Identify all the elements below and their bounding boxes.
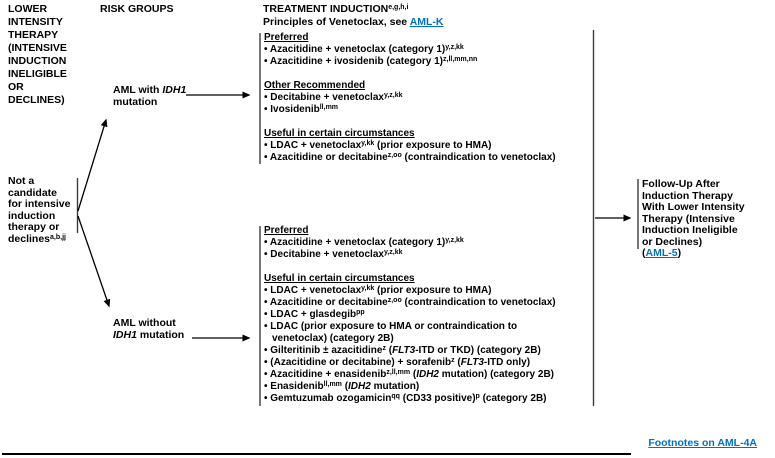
text-line: [113, 329, 184, 341]
text-line: [264, 333, 556, 345]
text-line: [113, 96, 186, 108]
text-segment: mutation: [113, 96, 158, 108]
text-segment: • Decitabine + venetoclax: [264, 249, 384, 260]
text-segment: (prior exposure to HMA): [374, 140, 492, 151]
treatment-box-idh1-wildtype: [264, 225, 556, 405]
text-segment: y,z,kk: [383, 92, 403, 99]
text-segment: FLT3: [392, 345, 416, 356]
text-segment: ll,mm: [323, 381, 342, 388]
text-segment: • Azacitidine or decitabine: [264, 297, 388, 308]
text-line: [264, 140, 556, 152]
text-line: [263, 3, 444, 16]
text-segment: • Azacitidine + enasidenib: [264, 369, 387, 380]
text-segment: pp: [356, 309, 365, 316]
text-segment: Other Recommended: [264, 80, 366, 91]
text-segment: z,oo: [387, 297, 402, 304]
text-segment: venetoclax) (category 2B): [272, 333, 394, 344]
text-segment: • (Azacitidine or decitabine) + sorafenib: [264, 357, 452, 368]
text-segment: • Gilteritinib ± azacitidine: [264, 345, 383, 356]
text-segment: Not a: [8, 175, 35, 187]
text-segment: y,z,kk: [383, 249, 403, 256]
text-segment: Therapy (Intensive: [642, 212, 735, 225]
text-line: [264, 393, 556, 405]
column-header-risk-groups: [100, 3, 174, 16]
text-segment: INELIGIBLE: [8, 68, 67, 80]
text-line: [264, 369, 556, 381]
text-line: [264, 152, 556, 164]
text-line: [113, 317, 184, 329]
text-segment: z,ll,mm,nn: [443, 56, 478, 63]
text-segment: • Gemtuzumab ozogamicin: [264, 393, 392, 404]
text-line: [8, 55, 67, 68]
text-line: [264, 249, 556, 261]
text-segment: mutation): [370, 381, 420, 392]
text-segment: With Lower Intensity: [642, 201, 745, 213]
text-line: [264, 309, 556, 321]
text-segment: • Ivosidenib: [264, 104, 320, 115]
text-segment: (: [385, 345, 393, 356]
node-followup-aml-5: [642, 179, 745, 260]
text-segment: FLT3: [460, 357, 484, 368]
text-line: [264, 128, 556, 140]
text-line: [264, 381, 556, 393]
text-segment: THERAPY: [8, 29, 59, 41]
text-segment: (contraindication to venetoclax): [401, 152, 556, 163]
text-line: [100, 3, 174, 16]
text-segment: LOWER: [8, 3, 48, 15]
text-segment: candidate: [8, 186, 58, 199]
text-segment: Useful in certain circumstances: [264, 273, 415, 284]
text-segment: DECLINES): [8, 94, 65, 106]
text-line: [264, 44, 556, 56]
text-line: [264, 345, 556, 357]
column-header-treatment-induction: [263, 3, 444, 29]
text-segment: • Azacitidine + ivosidenib (category 1): [264, 56, 444, 67]
text-line: [8, 29, 67, 42]
text-line: [263, 16, 444, 29]
text-line: [264, 237, 556, 249]
text-segment: z,ll,mm: [386, 369, 411, 376]
text-segment: a,b,jj: [50, 233, 66, 241]
text-segment: e,g,h,i: [388, 4, 409, 11]
text-segment: declines: [8, 232, 51, 245]
text-segment: Follow-Up After: [642, 178, 720, 190]
treatment-box-idh1-mutated: [264, 32, 556, 164]
spacer-line: [264, 116, 556, 128]
text-line: [264, 32, 556, 44]
footnotes-link[interactable]: Footnotes on AML-4A: [648, 437, 757, 449]
text-line: [113, 84, 186, 96]
arrow-to-no-idh1-group: [78, 216, 109, 306]
text-line: [264, 56, 556, 68]
text-line: [264, 225, 556, 237]
text-segment: • Azacitidine + venetoclax (category 1): [264, 44, 446, 55]
text-segment: • Azacitidine + venetoclax (category 1): [264, 237, 446, 248]
text-line: [264, 285, 556, 297]
text-segment: IDH1: [162, 84, 187, 96]
text-segment: (: [642, 247, 646, 259]
text-line: [8, 81, 67, 94]
text-segment: AML with: [113, 84, 163, 96]
text-segment: • LDAC + glasdegib: [264, 309, 357, 320]
text-line: [8, 3, 67, 16]
text-segment: Useful in certain circumstances: [264, 128, 415, 139]
text-segment: therapy or: [8, 221, 60, 233]
text-segment: • Azacitidine or decitabine: [264, 152, 388, 163]
text-segment: qq: [391, 393, 400, 400]
text-segment: -ITD or TKD) (category 2B): [415, 345, 541, 356]
text-line: [8, 68, 67, 81]
text-segment: z: [382, 345, 386, 352]
text-segment: or Declines): [642, 235, 703, 248]
text-line: [8, 16, 67, 29]
node-aml-without-idh1-mutation: [113, 317, 184, 341]
text-segment: z,oo: [387, 152, 402, 159]
text-segment: ): [677, 247, 682, 259]
text-line: [264, 357, 556, 369]
text-line: [642, 248, 745, 260]
text-segment: INTENSITY: [8, 16, 63, 28]
text-segment: ll,mm: [319, 104, 339, 111]
text-segment: Principles of Venetoclax, see: [263, 16, 410, 28]
text-segment: RISK GROUPS: [100, 3, 174, 15]
text-segment: • LDAC + venetoclax: [264, 140, 362, 151]
text-segment: • Enasidenib: [264, 381, 324, 392]
text-segment: (CD33 positive): [399, 393, 476, 404]
text-segment: IDH2: [416, 369, 439, 380]
text-segment: y,z,kk: [445, 237, 464, 244]
text-segment: Preferred: [264, 32, 309, 43]
text-line: [264, 104, 556, 116]
text-line: [264, 92, 556, 104]
text-segment: y,kk: [361, 140, 375, 147]
text-line: [264, 273, 556, 285]
text-segment: • LDAC (prior exposure to HMA or contraindication to: [264, 321, 518, 332]
text-line: [8, 42, 67, 55]
text-line: [264, 297, 556, 309]
text-line: [264, 321, 556, 333]
text-segment: (category 2B): [479, 393, 547, 404]
text-segment: Induction Therapy: [642, 189, 734, 202]
text-segment: INDUCTION: [8, 55, 67, 67]
text-line: [8, 94, 67, 107]
text-segment: (: [341, 381, 349, 392]
text-segment: z: [451, 357, 455, 364]
text-segment: y,kk: [361, 285, 375, 292]
text-segment: mutation) (category 2B): [438, 369, 554, 380]
spacer-line: [264, 261, 556, 273]
spacer-line: [264, 68, 556, 80]
text-segment: mutation: [136, 329, 185, 341]
text-segment: (prior exposure to HMA): [374, 285, 492, 296]
text-segment: -ITD only): [483, 357, 531, 368]
text-segment: IDH1: [113, 329, 137, 341]
link-aml-k[interactable]: AML-K: [409, 16, 444, 28]
text-segment: (contraindication to venetoclax): [401, 297, 556, 308]
text-line: [8, 234, 70, 246]
text-segment: Preferred: [264, 225, 309, 236]
text-segment: (: [410, 369, 417, 380]
text-segment: p: [475, 393, 480, 400]
text-segment: OR: [8, 81, 24, 93]
text-segment: y,z,kk: [445, 44, 464, 51]
text-segment: • Decitabine + venetoclax: [264, 92, 384, 103]
column-header-lower-intensity-therapy: [8, 3, 67, 107]
text-segment: induction: [8, 209, 56, 222]
text-segment: AML without: [113, 317, 176, 329]
arrow-to-idh1-group: [78, 120, 106, 211]
node-not-a-candidate: [8, 176, 70, 245]
node-aml-with-idh1-mutation: [113, 84, 186, 108]
text-segment: Induction Ineligible: [642, 224, 738, 236]
text-line: [264, 80, 556, 92]
text-segment: IDH2: [348, 381, 371, 392]
text-segment: for intensive: [8, 198, 71, 210]
link-aml-5[interactable]: AML-5: [645, 247, 678, 259]
text-segment: (INTENSIVE: [8, 42, 67, 54]
text-segment: TREATMENT INDUCTION: [263, 3, 389, 15]
text-segment: • LDAC + venetoclax: [264, 285, 362, 296]
text-segment: (: [454, 357, 461, 368]
